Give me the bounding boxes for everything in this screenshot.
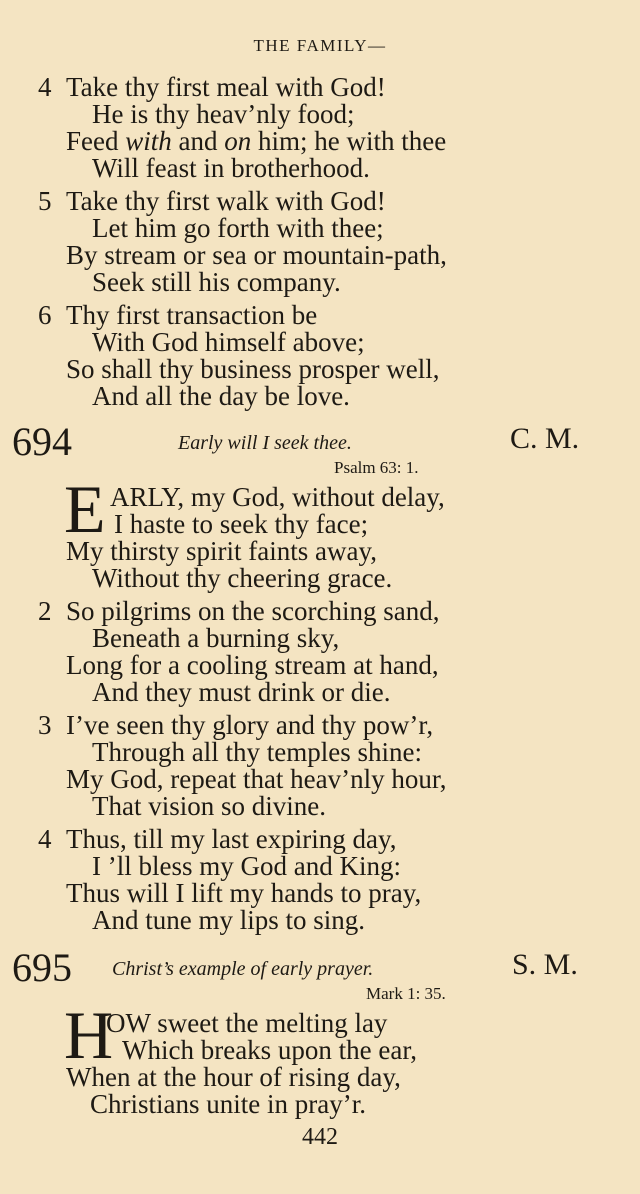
verse-line-italic-mix: Feed with and on him; he with thee (66, 126, 447, 156)
verse-line: I haste to seek thy face; (114, 509, 369, 539)
verse-line: That vision so divine. (92, 791, 326, 821)
verse-line: When at the hour of rising day, (66, 1062, 401, 1092)
hymn-meter: C. M. (510, 422, 580, 455)
verse-line: He is thy heav’nly food; (92, 99, 355, 129)
verse-line: My God, repeat that heav’nly hour, (66, 764, 447, 794)
hymn-number: 694 (12, 419, 72, 464)
verse-line: I ’ll bless my God and King: (92, 851, 401, 881)
verse-line: Without thy cheering grace. (92, 563, 393, 593)
verse-line: And they must drink or die. (92, 677, 391, 707)
verse-line: Christians unite in pray’r. (90, 1089, 366, 1119)
verse-line: So shall thy business prosper well, (66, 354, 440, 384)
verse-line: Thus will I lift my hands to pray, (66, 878, 422, 908)
verse-line: So pilgrims on the scorching sand, (66, 596, 440, 626)
hymn-number: 695 (12, 945, 72, 990)
verse-number: 3 (38, 710, 52, 740)
verse-line: And all the day be love. (92, 381, 350, 411)
verse-line: My thirsty spirit faints away, (66, 536, 377, 566)
verse-line: Thus, till my last expiring day, (66, 824, 397, 854)
verse-line: With God himself above; (92, 327, 365, 357)
verse-line: Beneath a burning sky, (92, 623, 340, 653)
scripture-reference: Mark 1: 35. (366, 984, 446, 1003)
verse-line: Will feast in brotherhood. (92, 153, 370, 183)
verse-line: Take thy first meal with God! (66, 72, 386, 102)
verse-line: Which breaks upon the ear, (122, 1035, 418, 1065)
verse-line: Long for a cooling stream at hand, (66, 650, 439, 680)
drop-cap: E (64, 471, 106, 547)
verse-line: OW sweet the melting lay (106, 1008, 388, 1038)
drop-cap: H (64, 997, 114, 1073)
hymn-title: Christ’s example of early prayer. (112, 958, 374, 980)
scripture-reference: Psalm 63: 1. (334, 458, 419, 477)
verse-line: Let him go forth with thee; (92, 213, 384, 243)
page-number: 442 (302, 1124, 338, 1150)
verse-line: ARLY, my God, without delay, (110, 482, 445, 512)
verse-line: Take thy first walk with God! (66, 186, 386, 216)
verse-line: Through all thy temples shine: (92, 737, 422, 767)
verse-line: Seek still his company. (92, 267, 341, 297)
verse-number: 5 (38, 186, 52, 216)
verse-number: 6 (38, 300, 52, 330)
running-header: THE FAMILY— (253, 36, 387, 55)
verse-number: 2 (38, 596, 52, 626)
hymn-meter: S. M. (512, 948, 578, 981)
verse-line: By stream or sea or mountain-path, (66, 240, 447, 270)
verse-line: Thy first transaction be (66, 300, 318, 330)
verse-number: 4 (38, 72, 52, 102)
verse-line: And tune my lips to sing. (92, 905, 366, 935)
verse-line: I’ve seen thy glory and thy pow’r, (66, 710, 434, 740)
verse-number: 4 (38, 824, 52, 854)
hymn-title: Early will I seek thee. (178, 432, 352, 454)
